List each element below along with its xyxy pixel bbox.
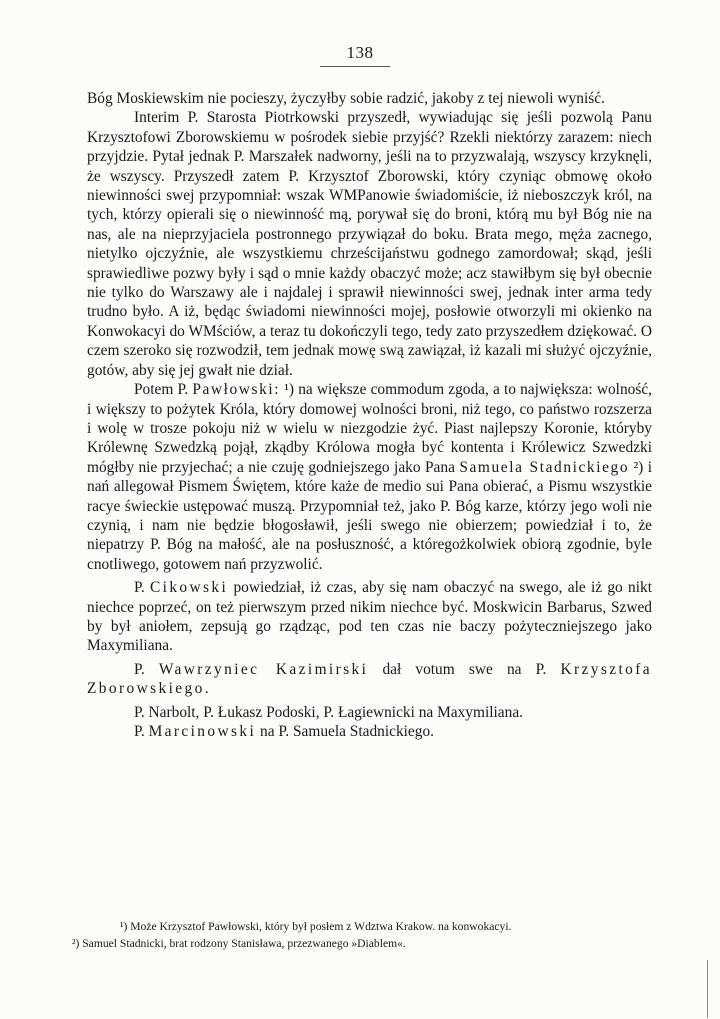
- footnote-ref-2: ²): [629, 458, 648, 476]
- marcinowski-text: na P. Samuela Stadnickiego.: [256, 723, 435, 740]
- marcinowski-name: Marcinowski: [148, 723, 257, 740]
- marcinowski-intro: P.: [134, 723, 149, 740]
- footnote-2: ²) Samuel Stadnicki, brat rodzony Stanisława, przezwanego »Diablem«.: [72, 937, 406, 950]
- paragraph-marcinowski: [87, 722, 652, 741]
- pawlowski-text-1: na większe commodum zgoda, a to największa: wolność, i większy to pożytek Króla, który domowej wolności broni, niż tego, co państwo rozszerza i wolę w trosze pokoju niż w wielu w niezgodzie żyć. Piast najlepszy Koronie, któryby Królewnę Szwedzką pojął, zkądby Królowa mogła być kontenta i Królewicz Szwedzki mógłby nie przyjechać; a nie czuję godniejszego jako Pana: [87, 381, 653, 476]
- paragraph-pawlowski: [87, 380, 652, 574]
- page-number: 138: [346, 43, 374, 62]
- footnote-1: ¹) Może Krzysztof Pawłowski, który był posłem z Wdztwa Krakow. na konwokacyi.: [120, 920, 512, 933]
- page-edge-shadow: [707, 960, 720, 1018]
- candidate-zborowski: Krzysztofa Zborowskiego.: [87, 660, 652, 698]
- paragraph-cikowski: [87, 578, 652, 656]
- footnotes: [72, 918, 657, 952]
- candidate-stadnicki: Samuela Stadnickiego: [459, 458, 630, 476]
- kazimirski-name: Wawrzyniec Kazimirski: [158, 660, 369, 678]
- body-text: [87, 89, 652, 741]
- paragraph-1: Bóg Moskiewskim nie pocieszy, życzyłby sobie radzić, jakoby z tej niewoli wyniść.: [87, 90, 605, 107]
- cikowski-name: Cikowski: [149, 579, 229, 597]
- paragraph-narbolt: P. Narbolt, P. Łukasz Podoski, P. Łagiewnicki na Maxymiliana.: [134, 703, 524, 721]
- paragraph-2: Interim P. Starosta Piotrkowski przyszedł, wywiadując się jeśli pozwolą Panu Krzysztofowi Zborowskiemu w pośrodek siebie przyjść? Rzekli niektórzy zarazem: niech przyjdzie. Pytał jednak P. Marszałek nadworny, jeśli na to przyzwalają, wszyscy krzyknęli, że wszyscy. Przyszedł zatem P. Krzysztof Zborowski, który czyniąc obmowę około niewinności swej przypomniał: wszak WMPanowie świadomiście, iż nieboszczyk król, na tych, którzy opierali się o niewinność mą, porywał się do broni, którą mu był Bóg nie na nas, ale na nieprzyjaciela postronnego przywiązał do boku. Brata mego, męża zacnego, nietylko ojczyźnie, ale wszystkiemu chrześcijaństwu godnego zamordował; skąd, jeśli sprawiedliwe pozwy były i sąd o mnie każdy obaczyć może; acz stawiłbym się był obecnie nie tylko do Warszawy ale i najdalej i sprawił niewinności swej, jednak inter arma tedy trudno było. A iż, będąc świadomi niewinności mojej, posłowie otworzyli mi okienko na Konwokacyi do WMściów, a teraz tu dokończyli tego, tedy zato przyszedłem dziękować. O czem szeroko się rozwodził, tem jednak mowę swą zawiązał, iż kazali mi służyć ojczyźnie, gotów, aby się jej gwałt nie dział.: [87, 109, 652, 379]
- cikowski-intro: P.: [134, 579, 150, 597]
- page-number-rule: [320, 66, 390, 67]
- pawlowski-text-2: i nań allegował Pismem Świętem, które każe de medio sui Pana obierać, a Pismu wszystkie racye świeckie ustępować muszą. Przypomniał też, jako P. Bóg karze, którzy jego woli nie czynią, i nam nie będzie błogosławił, jeśli swego nie obierzem; powiedział i to, że niepatrzy P. Bóg na małość, ale na posłuszność, a któregożkolwiek obiorą zgodnie, byle cnotliwego, gotowem nań przyzwolić.: [87, 458, 652, 573]
- footnote-ref-1: ¹): [280, 381, 299, 399]
- pawlowski-intro: Potem P.: [134, 381, 193, 399]
- cikowski-text: powiedział, iż czas, aby się nam obaczyć na swego, ale iż go nikt niechce poprzeć, on też pierwszym przed nikim niechce być. Moskwicin Barbarus, Szwed by był aniołem, zepsują go rządząc, pod ten czas nie baczy pożyteczniejszego jako Maxymiliana.: [87, 579, 652, 655]
- paragraph-kazimirski: [87, 660, 652, 699]
- pawlowski-name: Pawłowski:: [192, 381, 281, 399]
- kazimirski-intro: P.: [134, 660, 159, 678]
- kazimirski-text: dał votum swe na P.: [368, 660, 561, 678]
